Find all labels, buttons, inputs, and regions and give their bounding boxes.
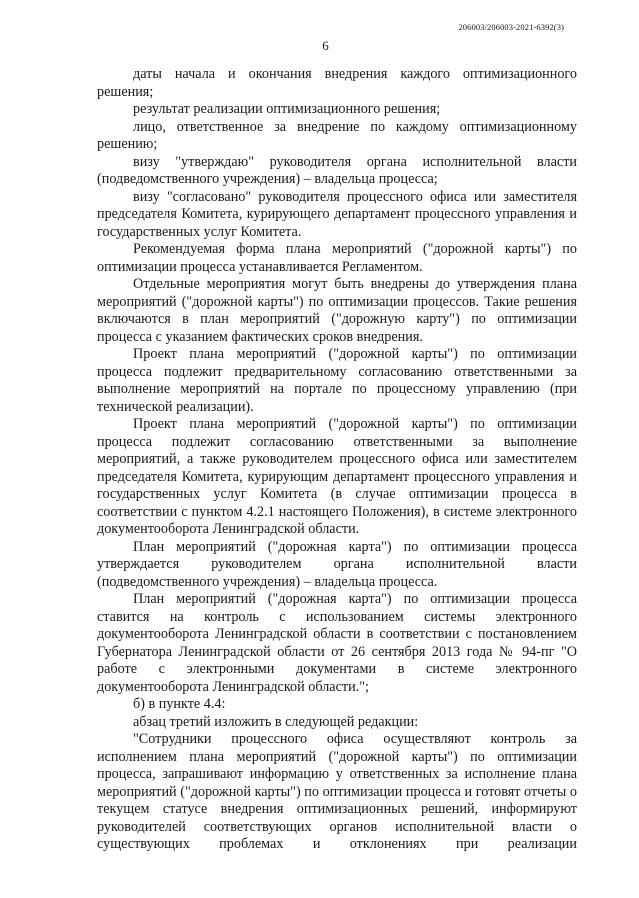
paragraph: даты начала и окончания внедрения каждого оптимизационного решения; (97, 66, 577, 100)
document-id: 206003/206003-2021-6392(3) (458, 22, 564, 32)
document-body (97, 66, 577, 854)
paragraph: визу "согласовано" руководителя процессного офиса или заместителя председателя Комитета, курирующего департамент процессного управления и государственных услуг Комитета. (97, 188, 577, 240)
page-number: 6 (322, 38, 329, 53)
paragraph: План мероприятий ("дорожная карта") по оптимизации процесса утверждается руководителем органа исполнительной власти (подведомственного учреждения) – владельца процесса. (97, 538, 577, 590)
paragraph: результат реализации оптимизационного решения; (133, 101, 441, 117)
paragraph: визу "утверждаю" руководителя органа исполнительной власти (подведомственного учреждения) – владельца процесса; (97, 153, 577, 187)
paragraph: Рекомендуемая форма плана мероприятий ("дорожной карты") по оптимизации процесса устанавливается Регламентом. (97, 241, 577, 275)
paragraph: Отдельные мероприятия могут быть внедрены до утверждения плана мероприятий ("дорожной карты") по оптимизации процессов. Такие решения включаются в план мероприятий ("дорожную карту") по оптимизации процесса с указанием фактических сроков внедрения. (97, 276, 577, 345)
paragraph: План мероприятий ("дорожная карта") по оптимизации процесса ставится на контроль с использованием системы электронного документооборота Ленинградской области в соответствии с постановлением Губернатора Ленинградской области от 26 сентября 2013 года № 94-пг "О работе с электронными документами в системе электронного документооборота Ленинградской области."; (97, 591, 577, 695)
paragraph: Проект плана мероприятий ("дорожной карты") по оптимизации процесса подлежит предварительному согласованию ответственными за выполнение мероприятий на портале по процессному управлению (при технической реализации). (97, 346, 577, 415)
paragraph: лицо, ответственное за внедрение по каждому оптимизационному решению; (97, 118, 577, 152)
paragraph: "Сотрудники процессного офиса осуществляют контроль за исполнением плана мероприятий ("дорожной карты") по оптимизации процесса, запрашивают информацию у ответственных за исполнение плана мероприятий ("дорожной карты") по оптимизации процесса и готовят отчеты о текущем статусе внедрения оптимизационных решений, информируют руководителей соответствующих органов исполнительной власти о существующих проблемах и отклонениях при реализации (97, 731, 577, 852)
paragraph: б) в пункте 4.4: (133, 696, 226, 712)
paragraph: абзац третий изложить в следующей редакции: (133, 713, 419, 730)
paragraph: Проект плана мероприятий ("дорожной карты") по оптимизации процесса подлежит согласованию ответственными за выполнение мероприятий, а также руководителем процессного офиса или заместителем председателя Комитета, курирующим департамент процессного управления и государственных услуг Комитета (в случае оптимизации процесса в соответствии с пунктом 4.2.1 настоящего Положения), в системе электронного документооборота Ленинградской области. (97, 416, 577, 537)
